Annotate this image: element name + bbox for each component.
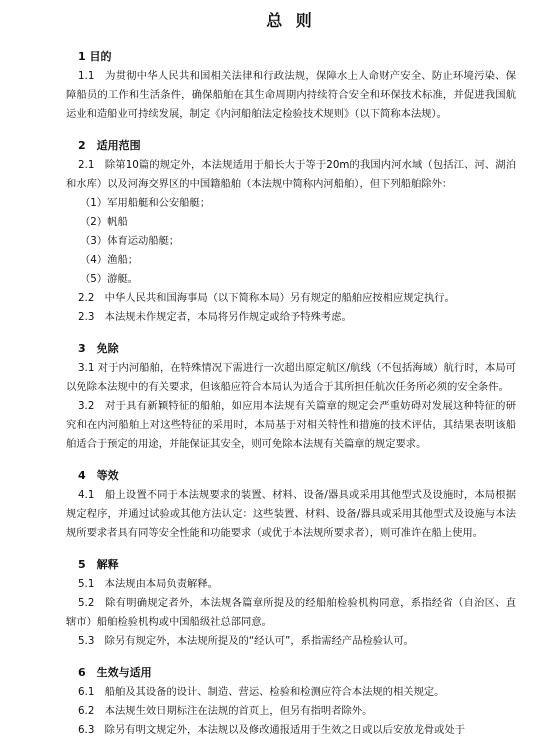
section-entry-into-force bbox=[66, 665, 516, 740]
paragraph-6-3: 6.3 除另有明文规定外，本法规以及修改通报适用于生效之日或以后安放龙骨或处于 bbox=[78, 724, 466, 736]
paragraph-6-1: 6.1 船舶及其设备的设计、制造、营运、检验和检测应符合本法规的相关规定。 bbox=[78, 686, 445, 698]
section-interpretation bbox=[66, 557, 516, 651]
section-purpose bbox=[66, 49, 516, 124]
section-heading: 5 解释 bbox=[78, 558, 119, 571]
paragraph-2-1: 2.1 除第10篇的规定外，本法规适用于船长大于等于20m的我国内河水域（包括江、河、湖泊和水库）以及河海交界区的中国籍船舶（本法规中简称内河船舶），但下列船舶除外： bbox=[66, 159, 516, 190]
paragraph-3-2: 3.2 对于具有新颖特征的船舶，如应用本法规有关篇章的规定会严重妨碍对发展这种特征的研究和在内河船舶上对这些特征的采用时，本局基于对相关特性和措施的技术评估，其结果表明该船舶适合于预定的用途，并能保证其安全，则可免除本法规有关篇章的规定要求。 bbox=[66, 400, 516, 450]
paragraph-6-2: 6.2 本法规生效日期标注在法规的首页上，但另有指明者除外。 bbox=[78, 705, 373, 717]
section-heading: 2 适用范围 bbox=[78, 139, 141, 152]
paragraph-2-2: 2.2 中华人民共和国海事局（以下简称本局）另有规定的船舶应按相应规定执行。 bbox=[78, 292, 455, 304]
list-item: （5）游艇。 bbox=[80, 273, 139, 285]
paragraph-5-2: 5.2 除有明确规定者外，本法规各篇章所提及的经船舶检验机构同意，系指经省（自治区、直辖市）船舶检验机构或中国船级社总部同意。 bbox=[66, 597, 516, 628]
paragraph-5-3: 5.3 除另有规定外，本法规所提及的“经认可”，系指需经产品检验认可。 bbox=[78, 635, 414, 647]
section-heading: 6 生效与适用 bbox=[78, 666, 152, 679]
paragraph-5-1: 5.1 本法规由本局负责解释。 bbox=[78, 578, 218, 590]
section-heading: 3 免除 bbox=[78, 342, 119, 355]
paragraph-1-1: 1.1 为贯彻中华人民共和国相关法律和行政法规，保障水上人命财产安全、防止环境污染、保障船员的工作和生活条件，确保船舶在其生命周期内持续符合安全和环保技术标准，并促进我国航运业和造船业可持续发展，制定《内河船舶法定检验技术规则》（以下简称本法规）。 bbox=[66, 70, 516, 120]
list-item: （4）渔船； bbox=[80, 254, 139, 266]
list-item: （2）帆船 bbox=[80, 216, 128, 228]
section-heading: 4 等效 bbox=[78, 469, 119, 482]
section-exemption bbox=[66, 341, 516, 454]
section-equivalence bbox=[66, 468, 516, 543]
paragraph-2-3: 2.3 本法规未作规定者，本局将另作规定或给予特殊考虑。 bbox=[78, 311, 352, 323]
section-scope bbox=[66, 138, 516, 327]
page-title: 总 则 bbox=[266, 11, 316, 30]
list-item: （3）体育运动船艇； bbox=[80, 235, 180, 247]
section-heading: 1 目的 bbox=[78, 50, 112, 63]
paragraph-4-1: 4.1 船上设置不同于本法规要求的装置、材料、设备/器具或采用其他型式及设施时，本局根据规定程序，并通过试验或其他方法认定：这些装置、材料、设备/器具或采用其他型式及设施与本法规所要求者具有同等安全性能和功能要求（或优于本法规所要求者），则可准许在船上使用。 bbox=[66, 489, 516, 539]
paragraph-3-1: 3.1 对于内河船舶，在特殊情况下需进行一次超出原定航区/航线（不包括海域）航行时，本局可以免除本法规中的有关要求，但该船应符合本局认为适合于其所担任航次任务所必须的安全条件。 bbox=[66, 362, 516, 393]
list-item: （1）军用船艇和公安船艇； bbox=[80, 197, 211, 209]
